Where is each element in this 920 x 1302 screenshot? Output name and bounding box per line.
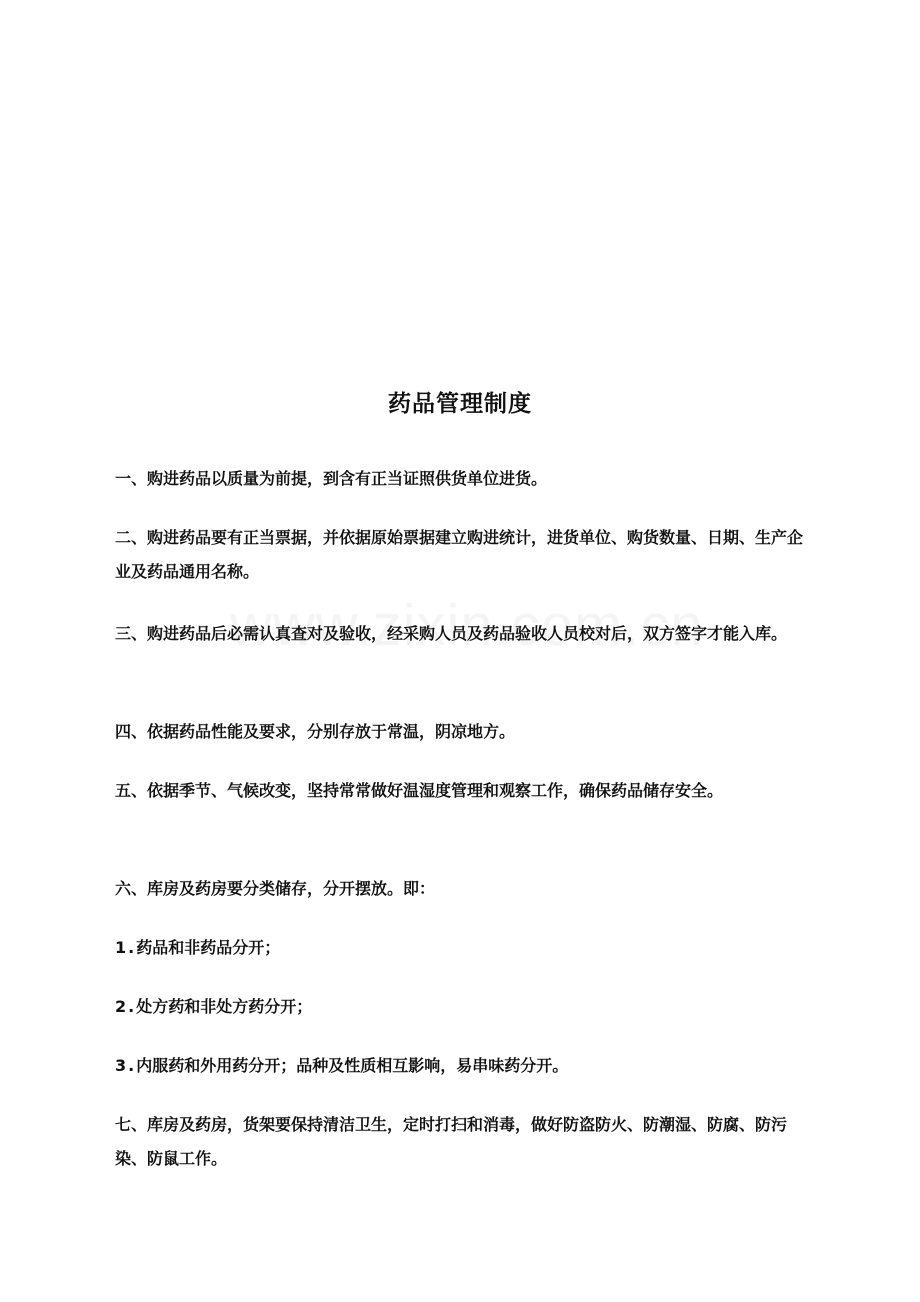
- list-item-number: 3.: [115, 1056, 137, 1075]
- paragraph-3: 三、购进药品后必需认真查对及验收，经采购人员及药品验收人员校对后，双方签字才能入库。: [115, 624, 788, 643]
- list-item-text: 处方药和非处方药分开；: [136, 997, 313, 1016]
- paragraph-1: 一、购进药品以质量为前提，到含有正当证照供货单位进货。: [115, 469, 548, 488]
- list-item-number: 2.: [115, 997, 137, 1016]
- list-item-text: 内服药和外用药分开；品种及性质相互影响，易串味药分开。: [136, 1056, 569, 1075]
- paragraph-6: 六、库房及药房要分类储存，分开摆放。即：: [115, 879, 436, 898]
- paragraph-4: 四、依据药品性能及要求，分别存放于常温，阴凉地方。: [115, 722, 516, 741]
- paragraph-7: 七、库房及药房，货架要保持清洁卫生，定时打扫和消毒，做好防盗防火、防潮湿、防腐、防污染、防鼠工作。: [115, 1115, 788, 1168]
- list-item-number: 1.: [115, 938, 137, 957]
- paragraph-5: 五、依据季节、气候改变，坚持常常做好温湿度管理和观察工作，确保药品储存安全。: [115, 781, 724, 800]
- list-item-2: [115, 990, 805, 1024]
- list-item-3: [115, 1049, 805, 1083]
- list-item-1: [115, 931, 805, 965]
- paragraph-2: 二、购进药品要有正当票据，并依据原始票据建立购进统计，进货单位、购货数量、日期、生产企业及药品通用名称。: [115, 528, 804, 581]
- list-item-text: 药品和非药品分开；: [136, 938, 281, 957]
- document-title: 药品管理制度: [388, 391, 532, 417]
